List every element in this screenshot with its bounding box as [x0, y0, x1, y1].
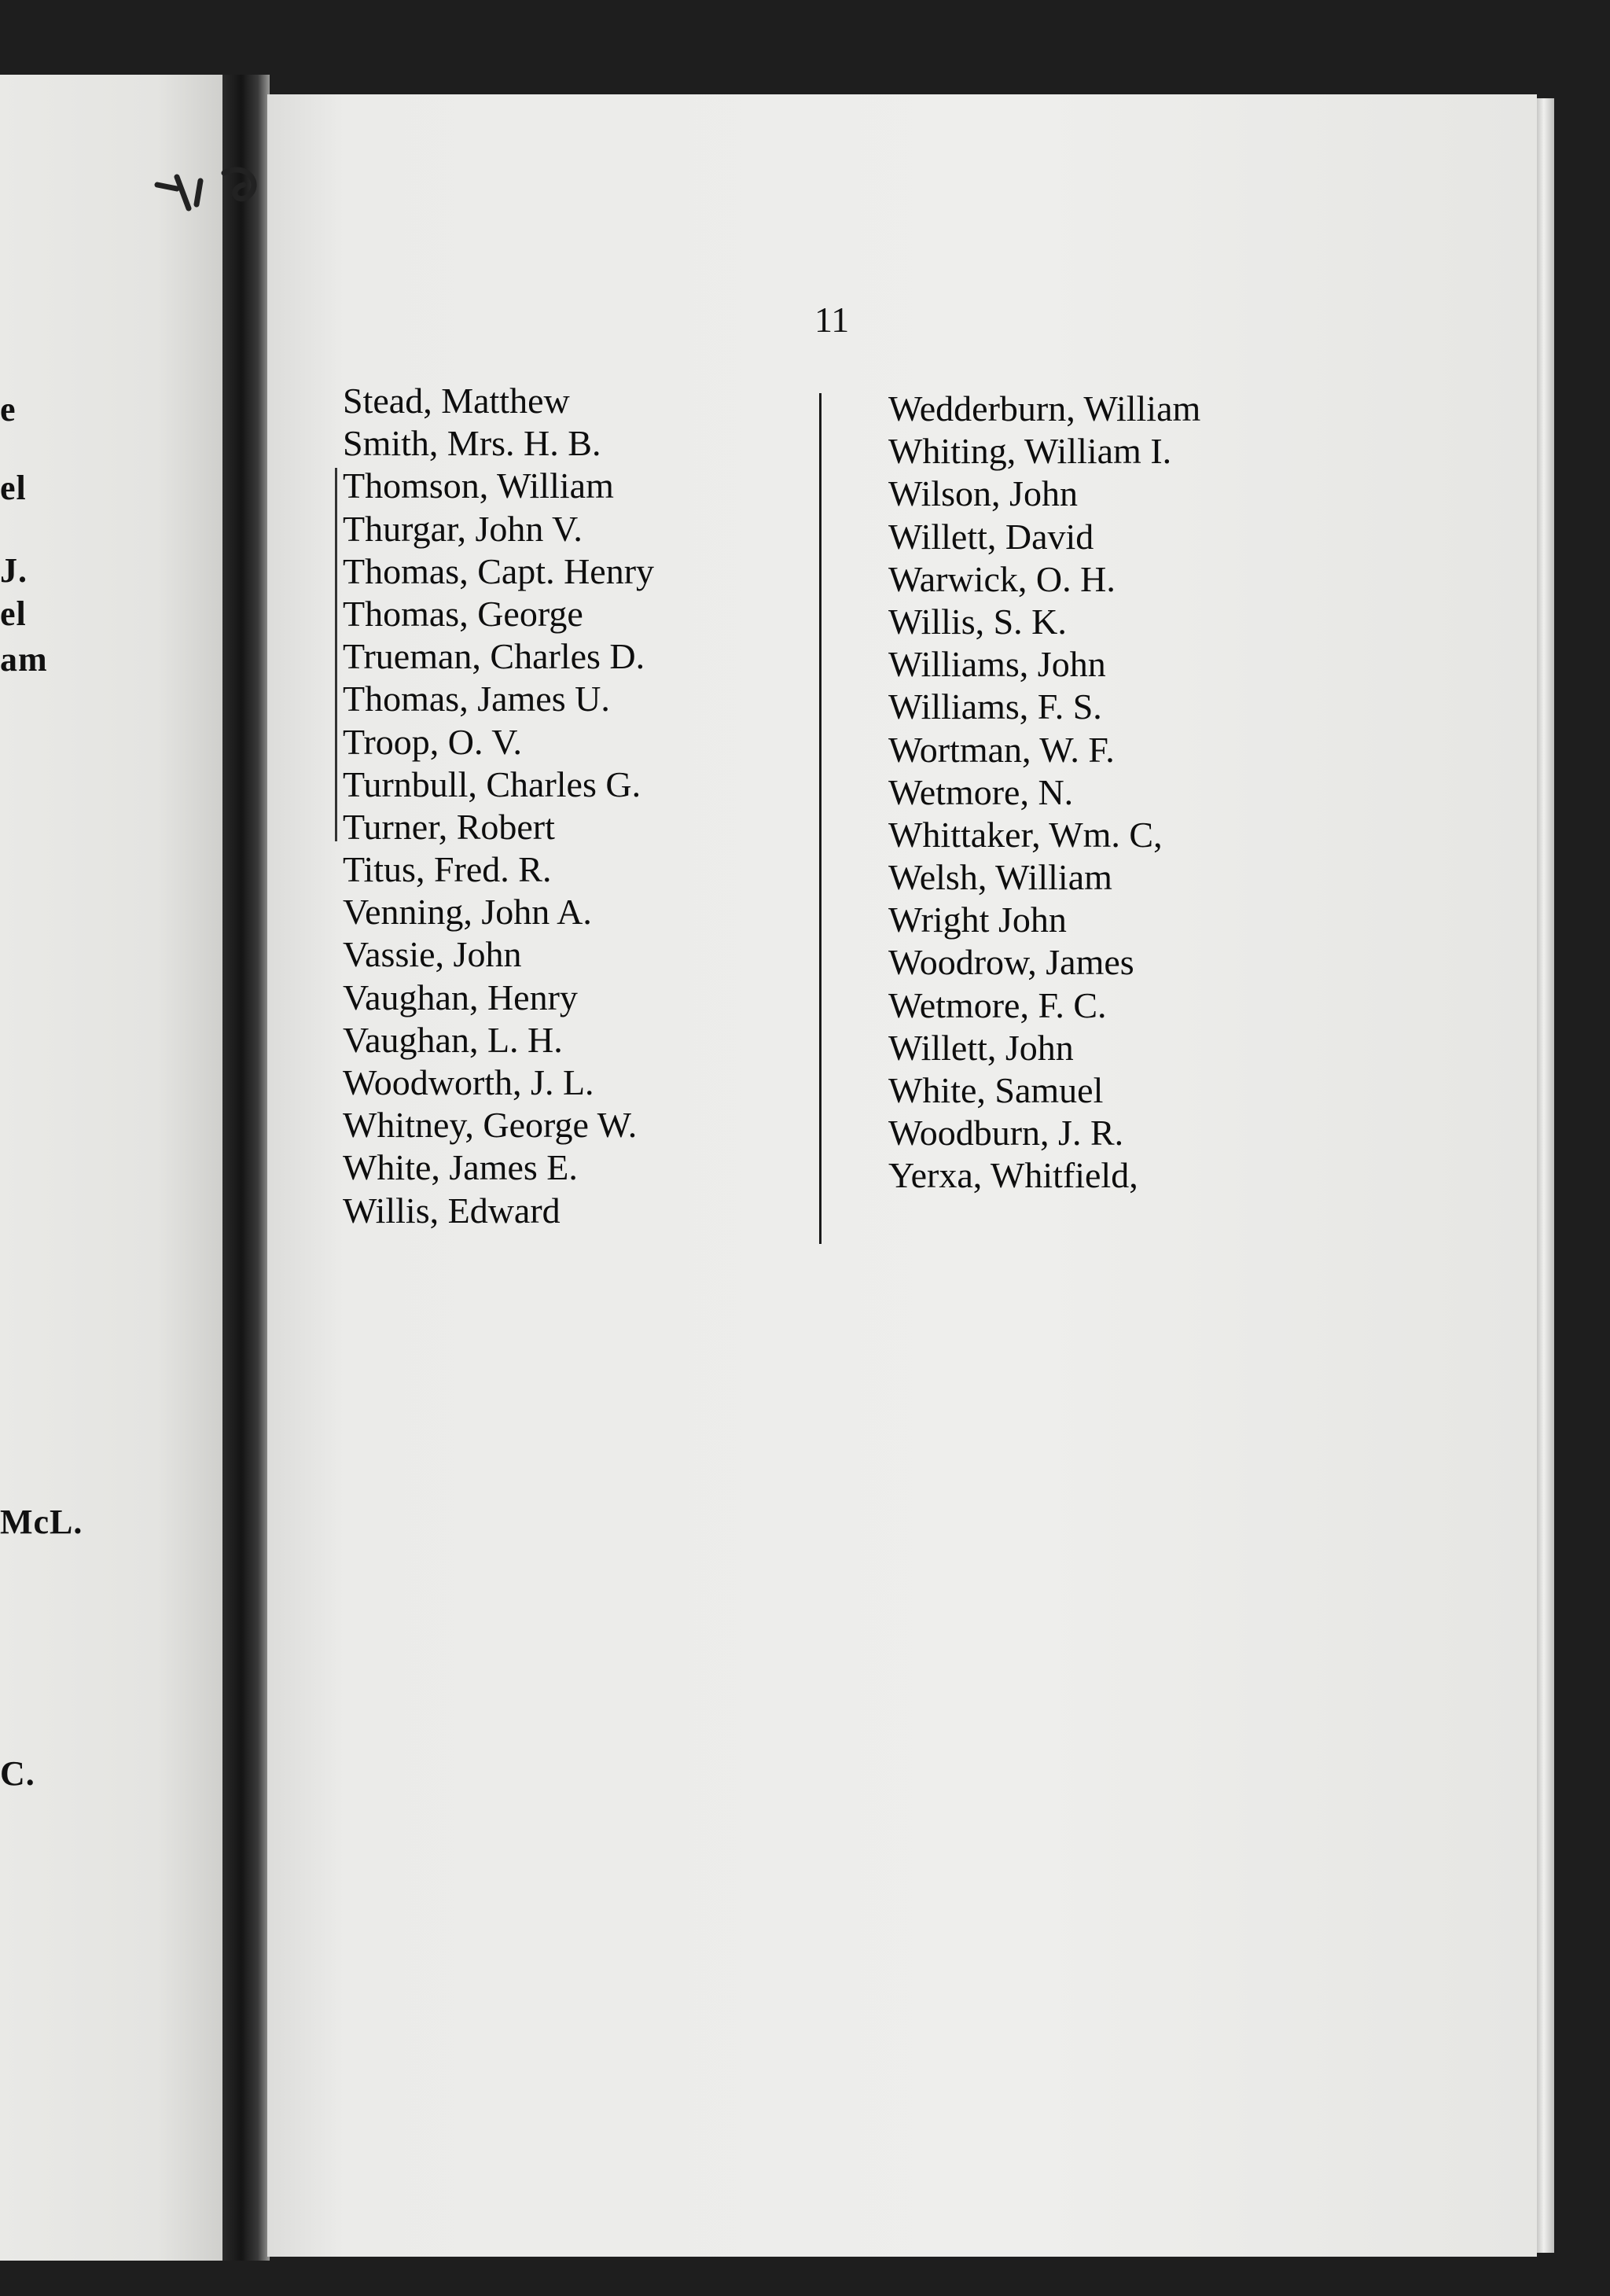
facing-page-fragment: e: [0, 390, 17, 429]
list-item: Thomas, George: [343, 593, 583, 634]
list-item: Woodburn, J. R.: [888, 1113, 1124, 1154]
list-item: Willis, S. K.: [888, 601, 1067, 642]
list-item: Wilson, John: [888, 473, 1078, 514]
list-item: Welsh, William: [888, 857, 1112, 898]
list-item: Vaughan, Henry: [343, 977, 578, 1017]
list-item: Thomson, William: [343, 465, 614, 506]
list-item: Whitney, George W.: [343, 1105, 638, 1146]
list-item: Williams, John: [888, 644, 1106, 685]
list-item: Willis, Edward: [343, 1190, 561, 1231]
list-item: Whittaker, Wm. C,: [888, 814, 1163, 855]
page-number: 11: [814, 300, 850, 340]
margin-bracket-mark: [335, 468, 337, 841]
facing-page-fragment: am: [0, 640, 48, 679]
facing-page-fragment: McL.: [0, 1503, 83, 1541]
facing-page-fragment: J.: [0, 551, 28, 590]
list-item: Turner, Robert: [343, 806, 555, 847]
list-item: Wright John: [888, 900, 1067, 940]
list-item: Venning, John A.: [343, 892, 592, 933]
list-item: Yerxa, Whitfield,: [888, 1155, 1138, 1196]
list-item: Turnbull, Charles G.: [343, 763, 641, 804]
list-item: Williams, F. S.: [888, 686, 1102, 727]
list-item: Willett, John: [888, 1027, 1074, 1068]
list-item: Titus, Fred. R.: [343, 849, 552, 890]
name-list-left: [343, 380, 654, 1232]
list-item: Stead, Matthew: [343, 381, 570, 421]
list-item: Wedderburn, William: [888, 388, 1201, 429]
list-item: Warwick, O. H.: [888, 558, 1116, 599]
list-item: Vaughan, L. H.: [343, 1019, 563, 1060]
book-gutter-shadow: [222, 75, 270, 2261]
list-item: Wortman, W. F.: [888, 729, 1115, 770]
list-item: Woodrow, James: [888, 942, 1134, 983]
list-item: Wetmore, N.: [888, 771, 1074, 812]
page-edge: [1537, 98, 1554, 2253]
list-item: Trueman, Charles D.: [343, 636, 645, 677]
list-item: Woodworth, J. L.: [343, 1062, 594, 1102]
name-list-right: [888, 388, 1200, 1198]
column-divider: [819, 393, 822, 1244]
list-item: Whiting, William I.: [888, 431, 1172, 472]
facing-page-fragment: el: [0, 594, 27, 633]
list-item: Thomas, Capt. Henry: [343, 550, 655, 591]
list-item: Thurgar, John V.: [343, 508, 583, 549]
facing-page-left: [0, 75, 224, 2261]
list-item: Willett, David: [888, 516, 1094, 557]
list-item: White, James E.: [343, 1147, 578, 1188]
list-item: Wetmore, F. C.: [888, 984, 1107, 1025]
list-item: Thomas, James U.: [343, 679, 610, 719]
list-item: Troop, O. V.: [343, 721, 522, 762]
facing-page-fragment: C.: [0, 1754, 35, 1793]
list-item: White, Samuel: [888, 1070, 1104, 1110]
facing-page-fragment: el: [0, 469, 27, 507]
list-item: Vassie, John: [343, 934, 522, 975]
list-item: Smith, Mrs. H. B.: [343, 423, 601, 464]
pencil-annotation: [153, 153, 334, 216]
